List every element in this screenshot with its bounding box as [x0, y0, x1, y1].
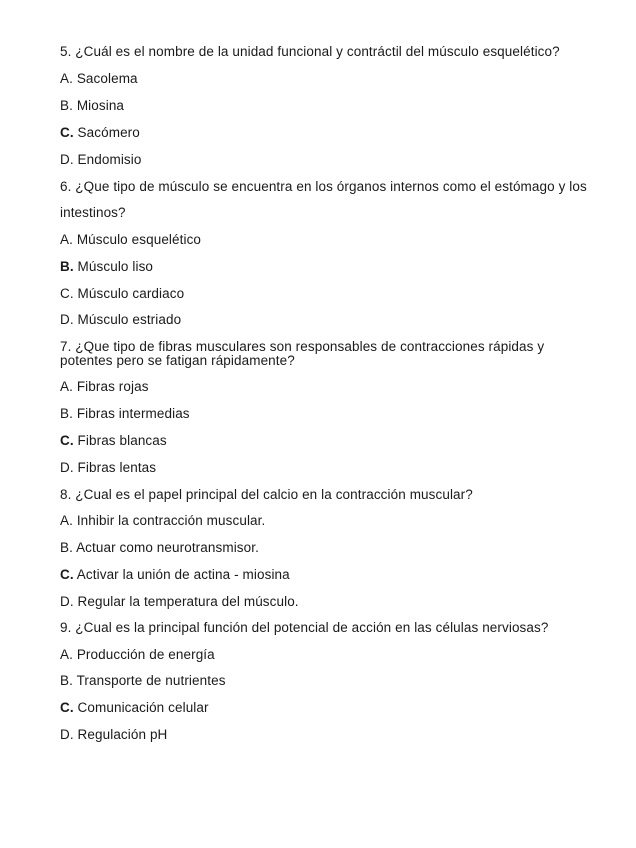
- option-letter: B.: [60, 259, 74, 274]
- option-letter: A.: [60, 232, 73, 247]
- option-text: Fibras blancas: [73, 433, 167, 448]
- option-text: Fibras rojas: [72, 379, 149, 394]
- option-text: Fibras intermedias: [72, 406, 190, 421]
- q5-option-d: [60, 152, 142, 168]
- option-text: Músculo liso: [73, 259, 154, 274]
- option-letter: B.: [60, 673, 73, 688]
- option-letter: B.: [60, 98, 73, 113]
- option-text: Músculo cardiaco: [73, 286, 185, 301]
- question-6-text-line2: intestinos?: [60, 205, 126, 220]
- q7-option-b: [60, 406, 190, 422]
- question-8-text: 8. ¿Cual es el papel principal del calcio en la contracción muscular?: [60, 487, 473, 502]
- q7-option-d: [60, 460, 156, 476]
- q9-option-a: [60, 647, 215, 663]
- option-text: Regulación pH: [73, 727, 168, 742]
- option-text: Regular la temperatura del músculo.: [73, 594, 299, 609]
- option-letter: C.: [60, 433, 74, 448]
- option-letter: C.: [60, 286, 74, 301]
- option-text: Músculo esquelético: [72, 232, 202, 247]
- option-text: Sacolema: [72, 71, 138, 86]
- option-text: Fibras lentas: [73, 460, 157, 475]
- question-7-text-line2: potentes pero se fatigan rápidamente?: [60, 353, 295, 368]
- q8-option-a: [60, 513, 265, 529]
- q9-option-d: [60, 727, 167, 743]
- question-9-text: 9. ¿Cual es la principal función del potencial de acción en las células nerviosas?: [60, 620, 549, 635]
- q7-option-c: [60, 433, 167, 449]
- q5-option-c: [60, 125, 140, 141]
- q6-option-a: [60, 232, 201, 248]
- option-letter: C.: [60, 567, 74, 582]
- option-letter: B.: [60, 406, 73, 421]
- option-text: Comunicación celular: [73, 700, 209, 715]
- option-letter: D.: [60, 152, 74, 167]
- option-text: Inhibir la contracción muscular.: [72, 513, 266, 528]
- option-letter: A.: [60, 71, 73, 86]
- question-7-text-line1: 7. ¿Que tipo de fibras musculares son responsables de contracciones rápidas y: [60, 339, 545, 354]
- q8-option-c: [60, 567, 290, 583]
- option-text: Activar la unión de actina - miosina: [73, 567, 290, 582]
- option-letter: C.: [60, 125, 74, 140]
- option-letter: D.: [60, 594, 74, 609]
- option-text: Músculo estriado: [73, 312, 182, 327]
- q9-option-b: [60, 673, 226, 689]
- option-letter: A.: [60, 513, 73, 528]
- q9-option-c: [60, 700, 209, 716]
- option-text: Miosina: [72, 98, 125, 113]
- q6-option-c: [60, 286, 184, 302]
- option-letter: C.: [60, 700, 74, 715]
- q5-option-b: [60, 98, 124, 114]
- option-text: Transporte de nutrientes: [72, 673, 226, 688]
- q6-option-b: [60, 259, 153, 275]
- q7-option-a: [60, 379, 149, 395]
- option-text: Sacómero: [73, 125, 140, 140]
- option-text: Actuar como neurotransmisor.: [72, 540, 259, 555]
- option-text: Producción de energía: [72, 647, 215, 662]
- option-letter: D.: [60, 312, 74, 327]
- q5-option-a: [60, 71, 138, 87]
- option-letter: A.: [60, 647, 73, 662]
- option-letter: D.: [60, 460, 74, 475]
- q6-option-d: [60, 312, 181, 328]
- q8-option-d: [60, 594, 299, 610]
- option-text: Endomisio: [73, 152, 142, 167]
- option-letter: D.: [60, 727, 74, 742]
- option-letter: B.: [60, 540, 73, 555]
- q8-option-b: [60, 540, 259, 556]
- option-letter: A.: [60, 379, 73, 394]
- question-6-text-line1: 6. ¿Que tipo de músculo se encuentra en los órganos internos como el estómago y los: [60, 179, 587, 194]
- question-5-text: 5. ¿Cuál es el nombre de la unidad funcional y contráctil del músculo esquelético?: [60, 44, 560, 59]
